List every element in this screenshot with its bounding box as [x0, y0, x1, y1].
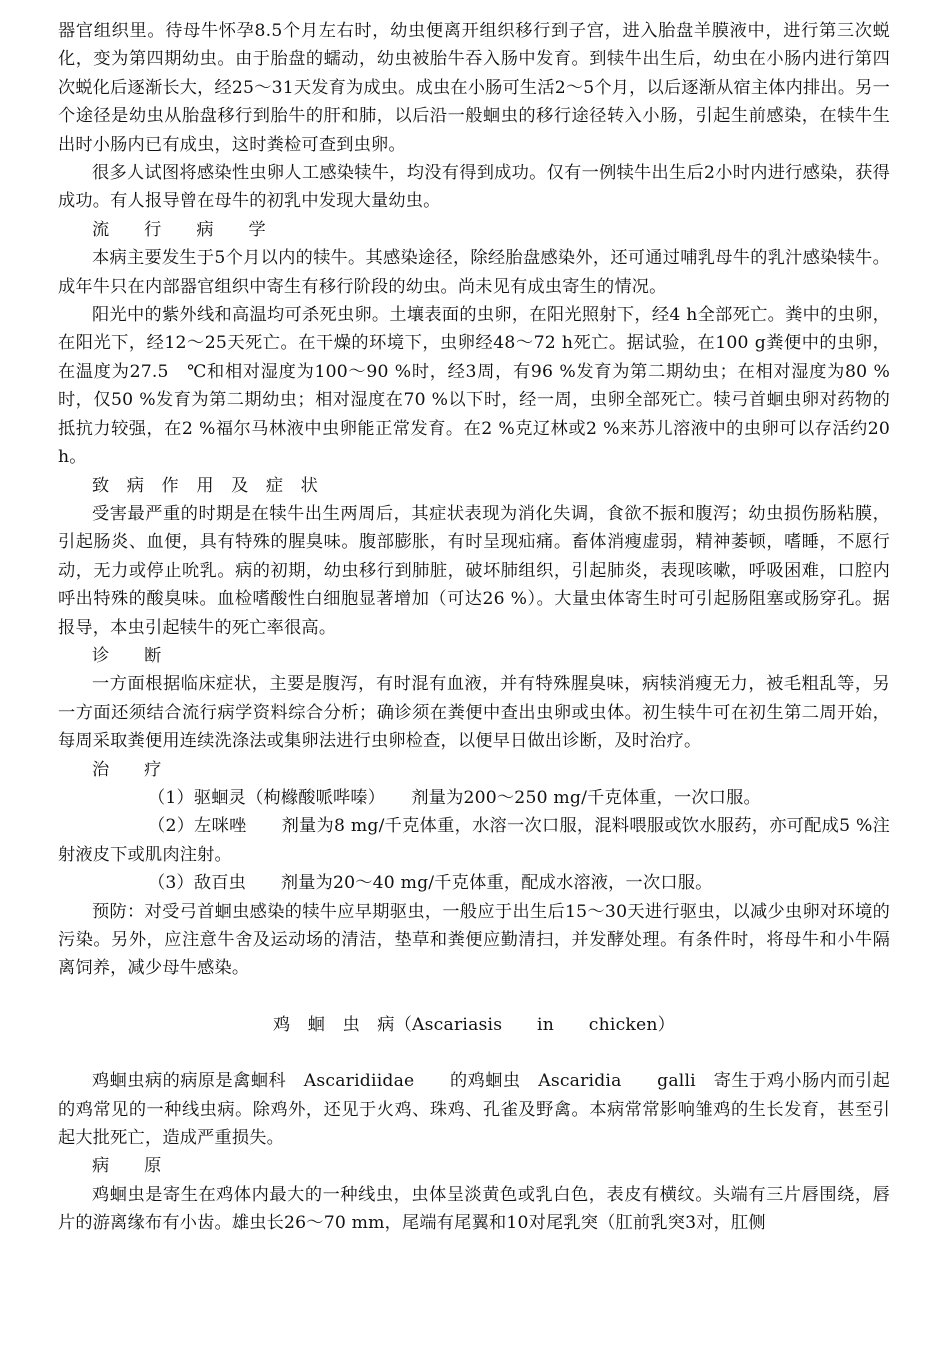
paragraph-epidemiology-1: 本病主要发生于5个月以内的犊牛。其感染途径，除经胎盘感染外，还可通过哺乳母牛的乳汁感染犊牛。成年牛只在内部器官组织中寄生有移行阶段的幼虫。尚未见有成虫寄生的情况。	[58, 248, 890, 297]
paragraph-diagnosis: 一方面根据临床症状，主要是腹泻，有时混有血液，并有特殊腥臭味，病犊消瘦无力，被毛粗乱等，另一方面还须结合流行病学资料综合分析；确诊须在粪便中查出虫卵或虫体。初生犊牛可在初生第二周开始，每周采取粪便用连续洗涤法或集卵法进行虫卵检查，以便早日做出诊断，及时治疗。	[58, 674, 890, 752]
heading-diagnosis: 诊 断	[92, 645, 162, 666]
heading-treatment: 治 疗	[92, 759, 162, 780]
paragraph-pathogen: 鸡蛔虫是寄生在鸡体内最大的一种线虫，虫体呈淡黄色或乳白色，表皮有横纹。头端有三片唇围绕，唇片的游离缘布有小齿。雄虫长26～70 mm，尾端有尾翼和10对尾乳突（肛前乳突3对，肛侧	[58, 1184, 890, 1234]
treatment-drug-3: （3）敌百虫 剂量为20～40 mg/千克体重，配成水溶液，一次口服。	[148, 873, 713, 894]
treatment-drug-1: （1）驱蛔灵（枸橼酸哌哔嗪） 剂量为200～250 mg/千克体重，一次口服。	[148, 787, 761, 808]
paragraph-pathogenesis: 受害最严重的时期是在犊牛出生两周后，其症状表现为消化失调，食欲不振和腹泻；幼虫损伤肠粘膜，引起肠炎、血便，具有特殊的腥臭味。腹部膨胀，有时呈现疝痛。畜体消瘦虚弱，精神萎顿，嗜睡，不愿行动，无力或停止吮乳。病的初期，幼虫移行到肺脏，破坏肺组织，引起肺炎，表现咳嗽，呼吸困难，口腔内呼出特殊的酸臭味。血检嗜酸性白细胞显著增加（可达26 %）。大量虫体寄生时可引起肠阻塞或肠穿孔。据报导，本虫引起犊牛的死亡率很高。	[58, 503, 890, 638]
paragraph-continued: 器官组织里。待母牛怀孕8.5个月左右时，幼虫便离开组织移行到子宫，进入胎盘羊膜液中，进行第三次蜕化，变为第四期幼虫。由于胎盘的蠕动，幼虫被胎牛吞入肠中发育。到犊牛出生后，幼虫在小肠内进行第四次蜕化后逐渐长大，经25～31天发育为成虫。成虫在小肠可生活2～5个月，以后逐渐从宿主体内排出。另一个途径是幼虫从胎盘移行到胎牛的肝和肺，以后沿一般蛔虫的移行途径转入小肠，引起生前感染，在犊牛生出时小肠内已有成虫，这时粪检可查到虫卵。	[58, 21, 890, 155]
paragraph-infection-experiment: 很多人试图将感染性虫卵人工感染犊牛，均没有得到成功。仅有一例犊牛出生后2小时内进行感染，获得成功。有人报导曾在母牛的初乳中发现大量幼虫。	[58, 163, 890, 212]
document-page	[58, 17, 890, 1238]
paragraph-chicken-intro: 鸡蛔虫病的病原是禽蛔科 Ascaridiidae 的鸡蛔虫 Ascaridia galli 寄生于鸡小肠内而引起的鸡常见的一种线虫病。除鸡外，还见于火鸡、珠鸡、孔雀及野禽。本病常常影响雏鸡的生长发育，甚至引起大批死亡，造成严重损失。	[58, 1071, 890, 1149]
heading-pathogenesis: 致 病 作 用 及 症 状	[92, 475, 319, 496]
heading-epidemiology: 流 行 病 学	[92, 219, 266, 240]
treatment-drug-2: （2）左咪唑 剂量为8 mg/千克体重，水溶一次口服，混料喂服或饮水服药，亦可配成5 %注射液皮下或肌肉注射。	[58, 816, 890, 865]
section-title-chicken-ascariasis: 鸡 蛔 虫 病（Ascariasis in chicken）	[272, 1014, 676, 1035]
paragraph-epidemiology-2: 阳光中的紫外线和高温均可杀死虫卵。土壤表面的虫卵，在阳光照射下，经4 h全部死亡。粪中的虫卵，在阳光下，经12～25天死亡。在干燥的环境下，虫卵经48～72 h死亡。据试验，在100 g粪便中的虫卵，在温度为27.5 ℃和相对湿度为100～90 %时，经3周，有96 %发育为第二期幼虫；在相对湿度为80 %时，仅50 %发育为第二期幼虫；相对湿度在70 %以下时，经一周，虫卵全部死亡。犊弓首蛔虫卵对药物的抵抗力较强，在2 %福尔马林液中虫卵能正常发育。在2 %克辽林或2 %来苏儿溶液中的虫卵可以存活约20 h。	[58, 305, 890, 468]
heading-pathogen: 病 原	[92, 1156, 162, 1177]
paragraph-prevention: 预防：对受弓首蛔虫感染的犊牛应早期驱虫，一般应于出生后15～30天进行驱虫，以减少虫卵对环境的污染。另外，应注意牛舍及运动场的清洁，垫草和粪便应勤清扫，并发酵处理。有条件时，将母牛和小牛隔离饲养，减少母牛感染。	[58, 901, 890, 979]
